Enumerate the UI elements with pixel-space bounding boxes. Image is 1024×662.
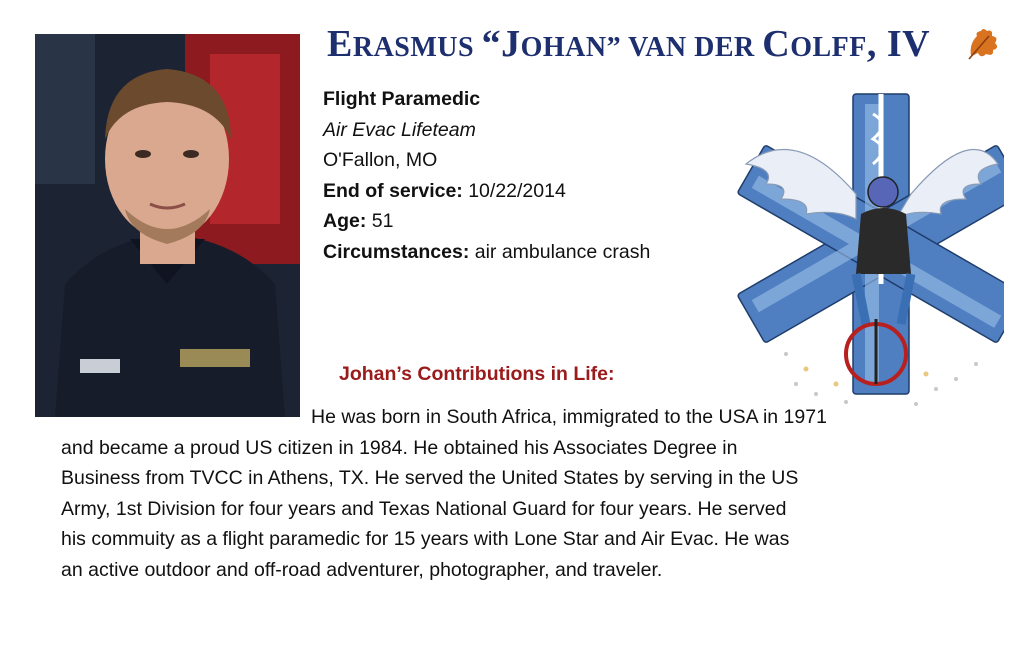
winged-star-of-life-cyclist-icon — [736, 84, 1004, 414]
biography-text — [61, 402, 961, 585]
name-part: OLFF — [790, 32, 867, 63]
role-text: Flight Paramedic — [323, 88, 481, 110]
bio-line: and became a proud US citizen in 1984. He obtained his Associates Degree in — [61, 436, 738, 459]
end-of-service-value: 10/22/2014 — [462, 179, 566, 202]
organization-text: Air Evac Lifeteam — [323, 118, 476, 141]
bio-line: Business from TVCC in Athens, TX. He served the United States by serving in the US — [61, 467, 799, 489]
age-value: 51 — [366, 210, 394, 232]
end-of-service-label: End of service: — [323, 179, 463, 202]
age-row — [323, 206, 743, 237]
bio-line: an active outdoor and off-road adventurer, photographer, and traveler. — [61, 558, 663, 581]
contributions-heading: Johan’s Contributions in Life: — [339, 363, 615, 385]
bio-line: He was born in South Africa, immigrated to the USA in 1971 — [311, 406, 827, 428]
age-label: Age: — [323, 210, 367, 232]
name-part: VAN DER — [628, 32, 763, 63]
circumstances-label: Circumstances: — [323, 240, 470, 263]
circumstances-row — [323, 237, 743, 268]
circumstances-value: air ambulance crash — [469, 240, 651, 263]
name-part: C — [762, 23, 791, 65]
bio-line: Army, 1st Division for four years and Texas National Guard for four years. He served — [61, 497, 787, 520]
portrait-photo — [35, 34, 300, 417]
name-part: , IV — [866, 23, 931, 65]
location-text: O'Fallon, MO — [323, 149, 438, 171]
end-of-service-row — [323, 176, 743, 207]
bio-line: his commuity as a flight paramedic for 15 years with Lone Star and Air Evac. He was — [61, 528, 790, 550]
name-part: RASMUS — [352, 32, 482, 63]
oak-leaf-icon — [963, 26, 1003, 62]
name-part: E — [327, 23, 353, 65]
info-block — [323, 84, 743, 267]
person-name — [327, 22, 967, 72]
name-part: OHAN” — [520, 32, 629, 63]
name-part: “J — [481, 23, 521, 65]
